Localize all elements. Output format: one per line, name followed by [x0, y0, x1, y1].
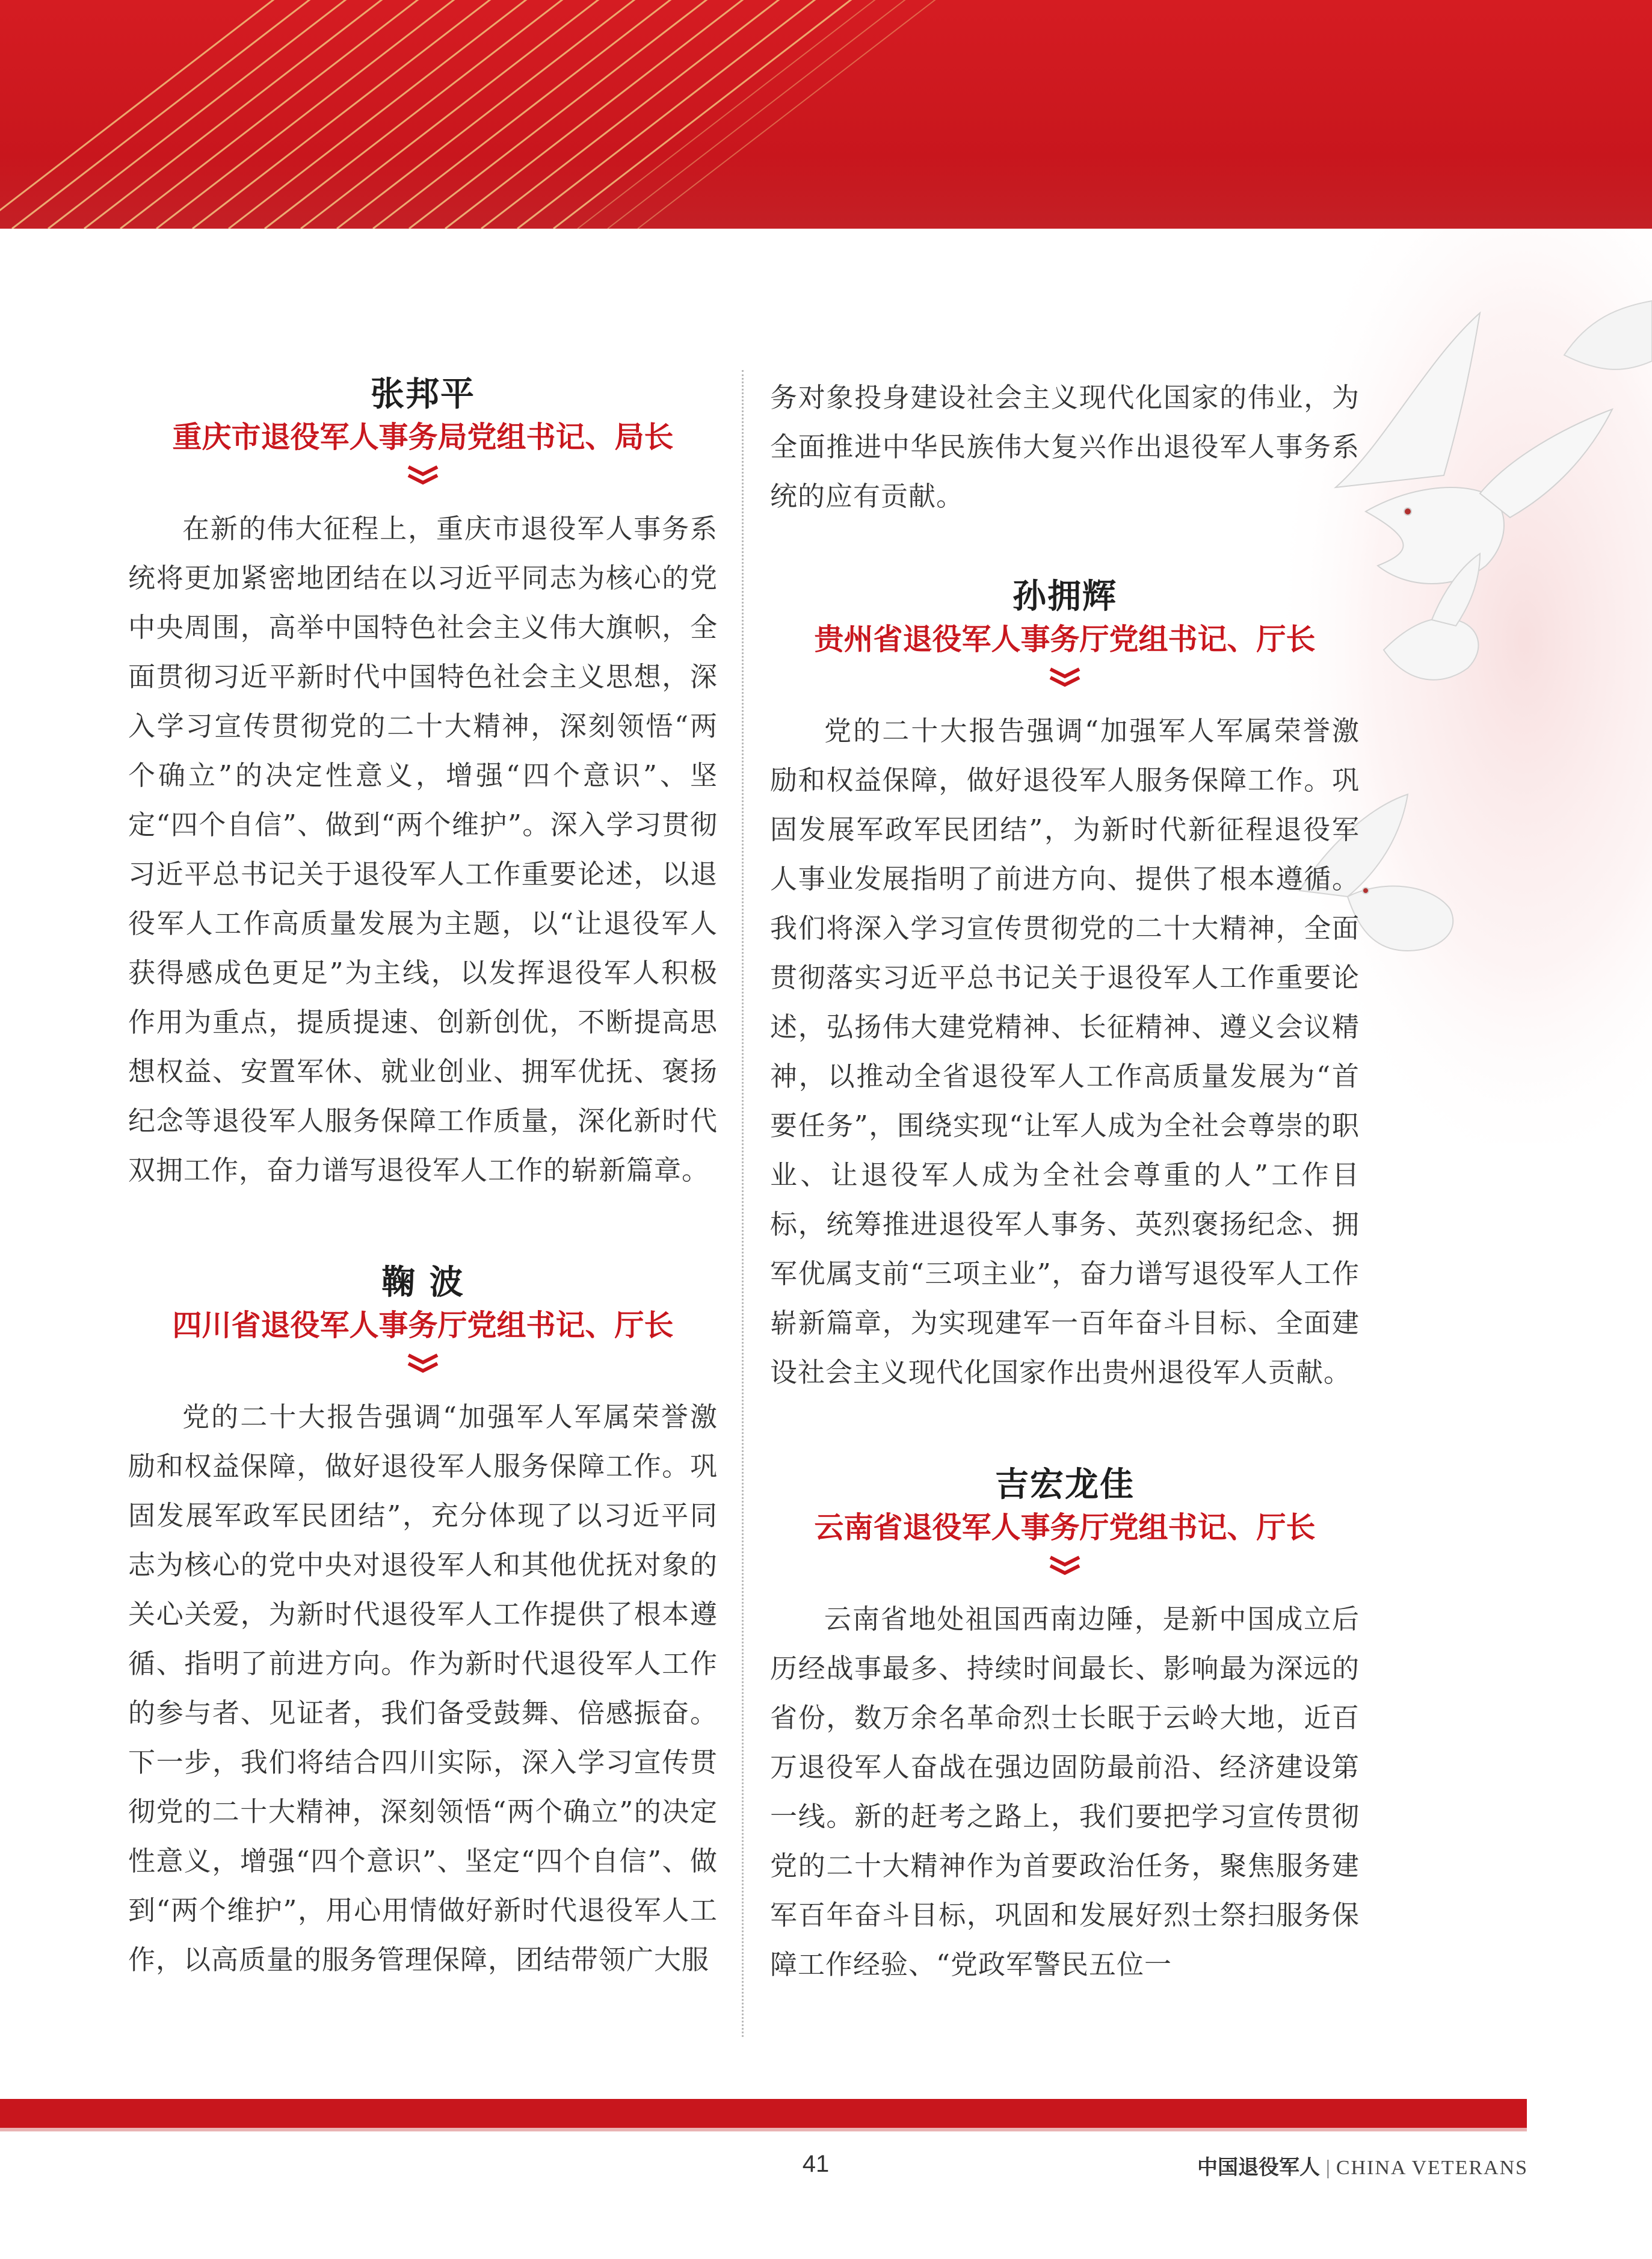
right-column — [770, 373, 1360, 2056]
footer-red-bar — [0, 2099, 1527, 2128]
continued-text — [770, 373, 1360, 521]
magazine-name — [1197, 2151, 1528, 2180]
person-name: 吉宏龙佳 — [995, 1465, 1135, 1504]
double-chevron-down-icon — [1048, 1554, 1082, 1577]
page-number: 41 — [802, 2151, 830, 2177]
person-title: 重庆市退役军人事务局党组书记、局长 — [172, 420, 674, 454]
person-name: 张邦平 — [371, 375, 475, 414]
statement-paragraph: 云南省地处祖国西南边陲，是新中国成立后历经战事最多、持续时间最长、影响最为深远的省份，数万余名革命烈士长眠于云岭大地，近百万退役军人奋战在强边固防最前沿、经济建设第一线。新的赶考之路上，我们要把学习宣传贯彻党的二十大精神作为首要政治任务，聚焦服务建军百年奋斗目标，巩固和发展好烈士祭扫服务保障工作经验、“党政军警民五位一 — [770, 1603, 1360, 1980]
double-chevron-down-icon — [406, 1352, 440, 1374]
footer-accent-line — [0, 2128, 1527, 2131]
continuation-paragraph: 务对象投身建设社会主义现代化国家的伟业，为全面推进中华民族伟大复兴作出退役军人事务系统的应有贡献。 — [770, 382, 1360, 512]
person-title: 云南省退役军人事务厅党组书记、厅长 — [814, 1510, 1316, 1545]
double-chevron-down-icon — [1048, 666, 1082, 688]
magazine-separator: | — [1326, 2157, 1330, 2179]
column-divider — [742, 370, 744, 2037]
statement-paragraph: 党的二十大报告强调“加强军人军属荣誉激励和权益保障，做好退役军人服务保障工作。巩固发展军政军民团结”，充分体现了以习近平同志为核心的党中央对退役军人和其他优抚对象的关心关爱，为新时代退役军人工作提供了根本遵循、指明了前进方向。作为新时代退役军人工作的参与者、见证者，我们备受鼓舞、倍感振奋。下一步，我们将结合四川实际，深入学习宣传贯彻党的二十大精神，深刻领悟“两个确立”的决定性意义，增强“四个意识”、坚定“四个自信”、做到“两个维护”，用心用情做好新时代退役军人工作，以高质量的服务管理保障，团结带领广大服 — [128, 1401, 718, 1976]
statement-paragraph: 在新的伟大征程上，重庆市退役军人事务系统将更加紧密地团结在以习近平同志为核心的党中央周围，高举中国特色社会主义伟大旗帜，全面贯彻习近平新时代中国特色社会主义思想，深入学习宣传贯彻党的二十大精神，深刻领悟“两个确立”的决定性意义，增强“四个意识”、坚定“四个自信”、做到“两个维护”。深入学习贯彻习近平总书记关于退役军人工作重要论述，以退役军人工作高质量发展为主题，以“让退役军人获得感成色更足”为主线，以发挥退役军人积极作用为重点，提质提速、创新创优，不断提高思想权益、安置军休、就业创业、拥军优抚、褒扬纪念等退役军人服务保障工作质量，深化新时代双拥工作，奋力谱写退役军人工作的崭新篇章。 — [128, 513, 718, 1186]
top-banner — [0, 0, 1652, 229]
section-zhang-bangping — [128, 373, 718, 1195]
person-name: 鞠 波 — [381, 1263, 464, 1302]
statement-paragraph: 党的二十大报告强调“加强军人军属荣誉激励和权益保障，做好退役军人服务保障工作。巩固发展军政军民团结”，为新时代新征程退役军人事业发展指明了前进方向、提供了根本遵循。我们将深入学习宣传贯彻党的二十大精神，全面贯彻落实习近平总书记关于退役军人工作重要论述，弘扬伟大建党精神、长征精神、遵义会议精神，以推动全省退役军人工作高质量发展为“首要任务”，围绕实现“让军人成为全社会尊崇的职业、让退役军人成为全社会尊重的人”工作目标，统筹推进退役军人事务、英烈褒扬纪念、拥军优属支前“三项主业”，奋力谱写退役军人工作崭新篇章，为实现建军一百年奋斗目标、全面建设社会主义现代化国家作出贵州退役军人贡献。 — [770, 715, 1360, 1388]
gold-stripes-decoration — [0, 0, 1652, 229]
magazine-name-cn: 中国退役军人 — [1197, 2155, 1320, 2180]
section-ju-bo — [128, 1261, 718, 1985]
left-column — [128, 373, 718, 2051]
person-title: 四川省退役军人事务厅党组书记、厅长 — [172, 1308, 674, 1343]
double-chevron-down-icon — [406, 463, 440, 486]
person-title: 贵州省退役军人事务厅党组书记、厅长 — [814, 622, 1316, 657]
magazine-name-en: CHINA VETERANS — [1336, 2157, 1529, 2179]
person-name: 孙拥辉 — [1012, 577, 1117, 616]
section-jihong-longjia — [770, 1463, 1360, 1989]
section-sun-yonghui — [770, 575, 1360, 1397]
